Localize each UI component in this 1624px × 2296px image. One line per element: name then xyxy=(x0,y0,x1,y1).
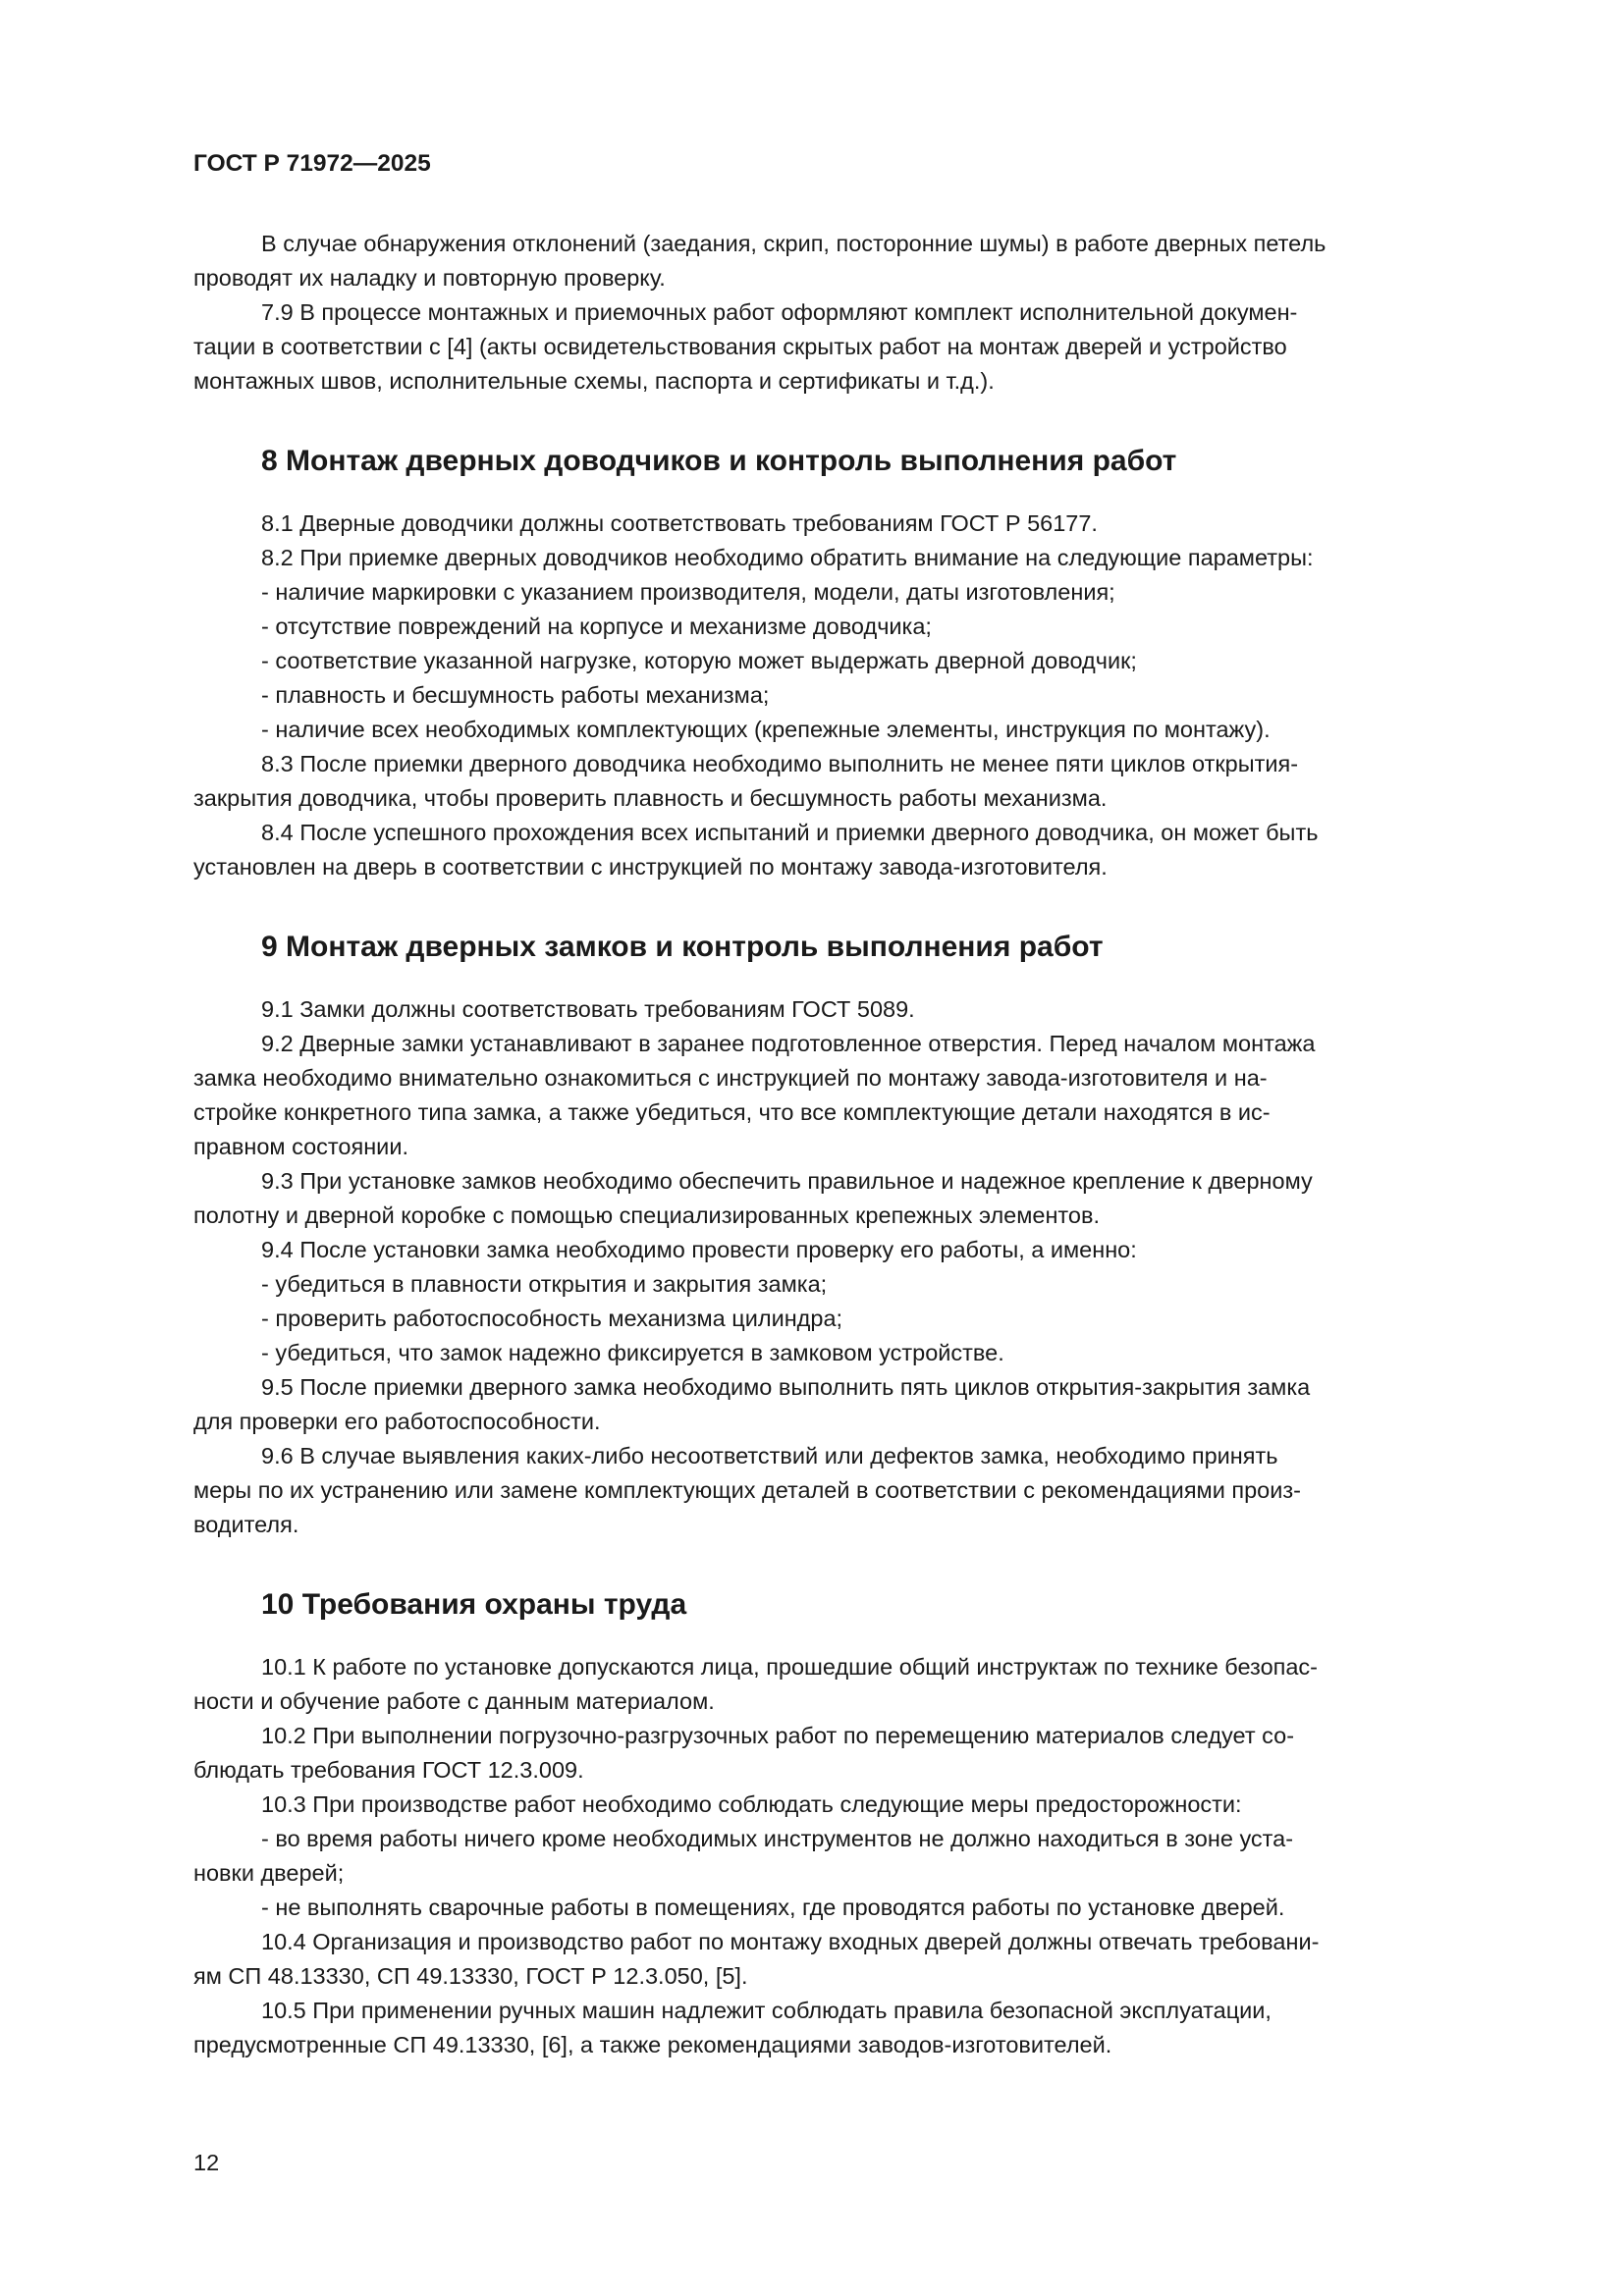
text-line: тации в соответствии с [4] (акты освидетельствования скрытых работ на монтаж дверей и устройство xyxy=(193,334,1287,359)
text-line: - плавность и бесшумность работы механизма; xyxy=(261,682,770,708)
text-line: - убедиться, что замок надежно фиксируется в замковом устройстве. xyxy=(261,1340,1004,1365)
text-line: 9.3 При установке замков необходимо обеспечить правильное и надежное крепление к дверному xyxy=(261,1168,1313,1194)
text-line: 9.1 Замки должны соответствовать требованиям ГОСТ 5089. xyxy=(261,996,915,1022)
text-line: 10.1 К работе по установке допускаются лица, прошедшие общий инструктаж по технике безопас- xyxy=(261,1654,1319,1680)
text-line: - отсутствие повреждений на корпусе и механизме доводчика; xyxy=(261,614,932,639)
text-line: 8.3 После приемки дверного доводчика необходимо выполнить не менее пяти циклов открытия- xyxy=(261,751,1299,776)
text-line: монтажных швов, исполнительные схемы, паспорта и сертификаты и т.д.). xyxy=(193,368,995,394)
document-code: ГОСТ Р 71972—2025 xyxy=(193,150,431,177)
text-line: 9.6 В случае выявления каких-либо несоответствий или дефектов замка, необходимо принять xyxy=(261,1443,1278,1468)
text-line: установлен на дверь в соответствии с инструкцией по монтажу завода-изготовителя. xyxy=(193,854,1108,880)
text-line: 10.5 При применении ручных машин надлежит соблюдать правила безопасной эксплуатации, xyxy=(261,1998,1272,2023)
text-line: полотну и дверной коробке с помощью специализированных крепежных элементов. xyxy=(193,1202,1101,1228)
text-line: правном состоянии. xyxy=(193,1134,408,1159)
section-heading: 10 Требования охраны труда xyxy=(261,1588,687,1621)
text-line: 9.4 После установки замка необходимо провести проверку его работы, а именно: xyxy=(261,1237,1137,1262)
text-line: В случае обнаружения отклонений (заедания, скрип, посторонние шумы) в работе дверных петель xyxy=(261,231,1326,256)
text-line: - соответствие указанной нагрузке, которую может выдержать дверной доводчик; xyxy=(261,648,1137,673)
text-line: стройке конкретного типа замка, а также убедиться, что все комплектующие детали находятся в ис- xyxy=(193,1099,1271,1125)
text-line: 10.3 При производстве работ необходимо соблюдать следующие меры предосторожности: xyxy=(261,1791,1242,1817)
section-heading: 8 Монтаж дверных доводчиков и контроль выполнения работ xyxy=(261,445,1177,477)
text-line: новки дверей; xyxy=(193,1860,345,1886)
text-line: - наличие маркировки с указанием производителя, модели, даты изготовления; xyxy=(261,579,1115,605)
text-line: ности и обучение работе с данным материалом. xyxy=(193,1688,715,1714)
text-line: 9.2 Дверные замки устанавливают в заранее подготовленное отверстия. Перед началом монтажа xyxy=(261,1031,1316,1056)
text-line: меры по их устранению или замене комплектующих деталей в соответствии с рекомендациями произ- xyxy=(193,1477,1301,1503)
page-number: 12 xyxy=(193,2150,220,2175)
text-line: для проверки его работоспособности. xyxy=(193,1409,601,1434)
section-heading: 9 Монтаж дверных замков и контроль выполнения работ xyxy=(261,931,1104,963)
text-line: - не выполнять сварочные работы в помещениях, где проводятся работы по установке дверей. xyxy=(261,1895,1285,1920)
text-line: 8.2 При приемке дверных доводчиков необходимо обратить внимание на следующие параметры: xyxy=(261,545,1314,570)
text-line: - во время работы ничего кроме необходимых инструментов не должно находиться в зоне уста- xyxy=(261,1826,1294,1851)
text-line: водителя. xyxy=(193,1512,299,1537)
text-line: 10.2 При выполнении погрузочно-разгрузочных работ по перемещению материалов следует со- xyxy=(261,1723,1295,1748)
text-line: 8.1 Дверные доводчики должны соответствовать требованиям ГОСТ Р 56177. xyxy=(261,510,1098,536)
text-line: предусмотренные СП 49.13330, [6], а также рекомендациями заводов-изготовителей. xyxy=(193,2032,1112,2057)
text-line: закрытия доводчика, чтобы проверить плавность и бесшумность работы механизма. xyxy=(193,785,1108,811)
text-line: - наличие всех необходимых комплектующих (крепежные элементы, инструкция по монтажу). xyxy=(261,717,1271,742)
text-line: - убедиться в плавности открытия и закрытия замка; xyxy=(261,1271,828,1297)
text-line: замка необходимо внимательно ознакомиться с инструкцией по монтажу завода-изготовителя и на- xyxy=(193,1065,1268,1091)
text-line: блюдать требования ГОСТ 12.3.009. xyxy=(193,1757,584,1783)
text-line: ям СП 48.13330, СП 49.13330, ГОСТ Р 12.3.050, [5]. xyxy=(193,1963,748,1989)
text-line: 9.5 После приемки дверного замка необходимо выполнить пять циклов открытия-закрытия замка xyxy=(261,1374,1311,1400)
text-line: проводят их наладку и повторную проверку. xyxy=(193,265,666,291)
text-line: 10.4 Организация и производство работ по монтажу входных дверей должны отвечать требовани- xyxy=(261,1929,1320,1954)
text-line: 8.4 После успешного прохождения всех испытаний и приемки дверного доводчика, он может быть xyxy=(261,820,1319,845)
text-line: - проверить работоспособность механизма цилиндра; xyxy=(261,1306,843,1331)
text-line: 7.9 В процессе монтажных и приемочных работ оформляют комплект исполнительной докумен- xyxy=(261,299,1298,325)
